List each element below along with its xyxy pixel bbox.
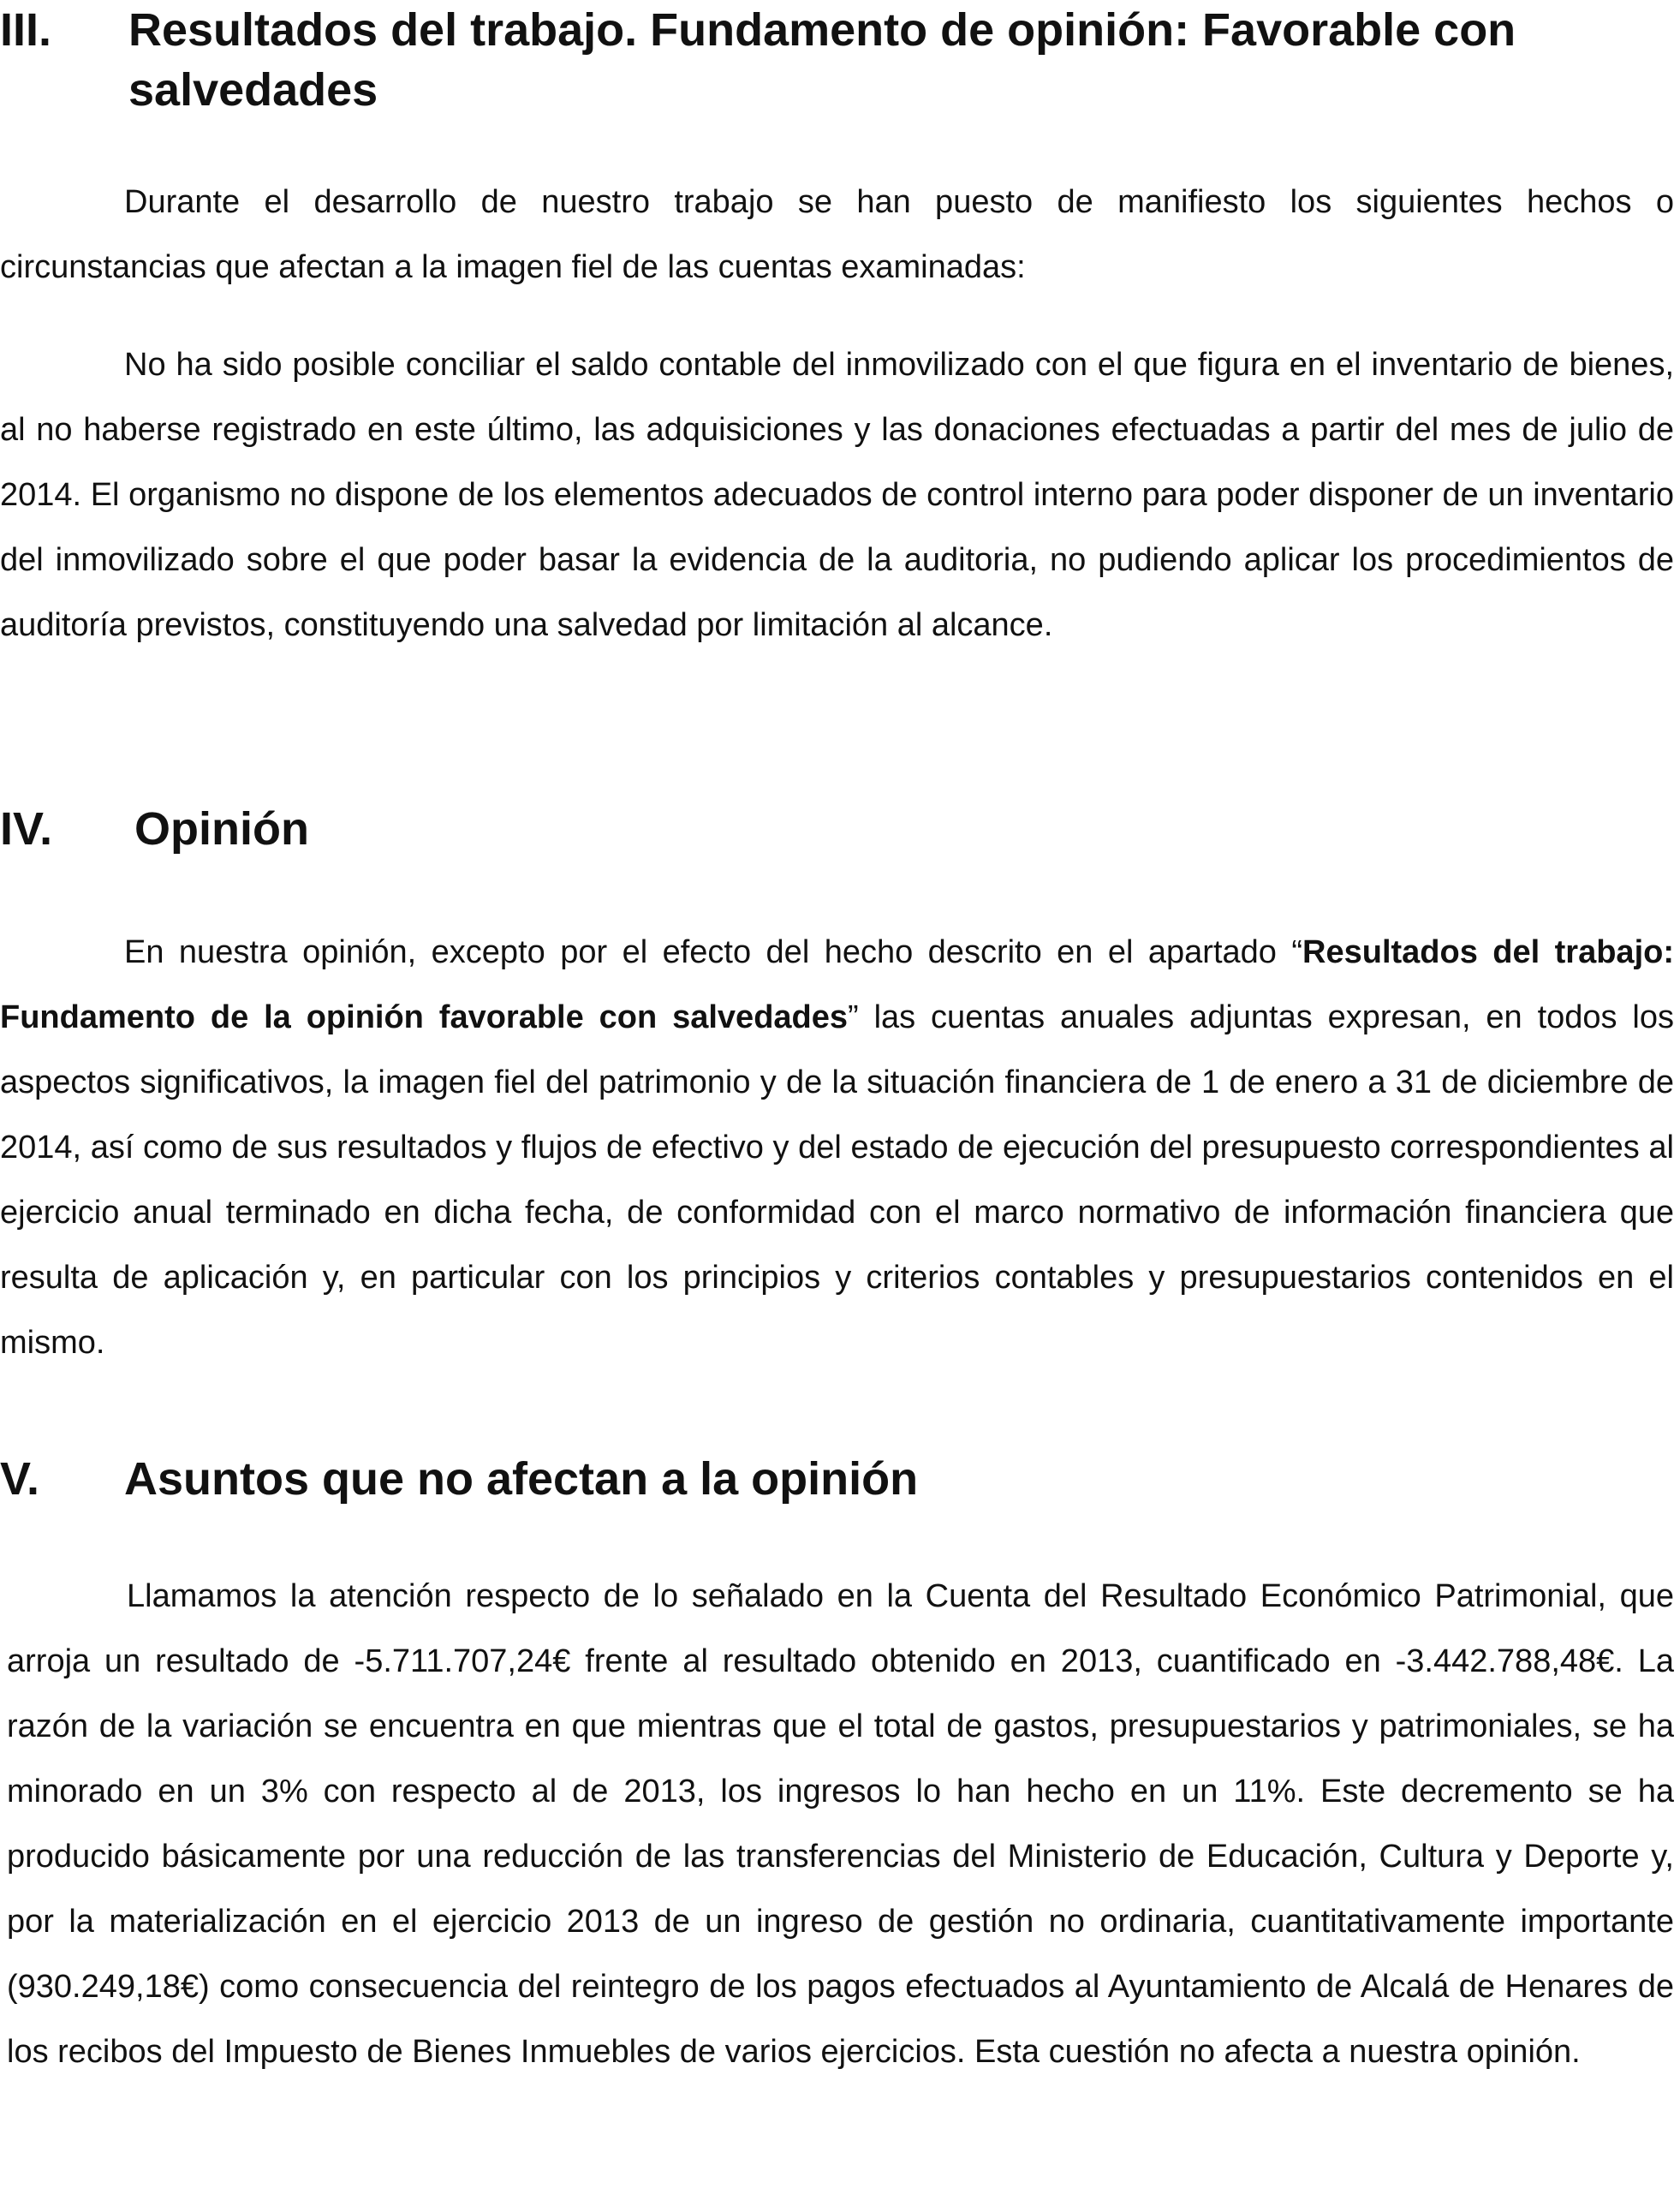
section-4-number: IV. xyxy=(0,803,53,855)
section-3-number: III. xyxy=(0,4,52,56)
section-4-paragraph xyxy=(0,920,1674,1375)
section-4-paragraph-bold-reference: Resultados del trabajo: Fundamento de la opinión favorable con salvedades xyxy=(0,934,1674,1035)
section-3-title: Resultados del trabajo. Fundamento de opinión: Favorable con salvedades xyxy=(128,4,1516,116)
section-3-paragraph-1: Durante el desarrollo de nuestro trabajo se han puesto de manifiesto los siguientes hechos o circunstancias que afectan a la imagen fiel de las cuentas examinadas: xyxy=(0,184,1674,285)
section-3-paragraph-2: No ha sido posible conciliar el saldo contable del inmovilizado con el que figura en el inventario de bienes, al no haberse registrado en este último, las adquisiciones y las donaciones efectuadas a partir del mes de julio de 2014. El organismo no dispone de los elementos adecuados de control interno para poder disponer de un inventario del inmovilizado sobre el que poder basar la evidencia de la auditoria, no pudiendo aplicar los procedimientos de auditoría previstos, constituyendo una salvedad por limitación al alcance. xyxy=(0,347,1674,643)
section-5-number: V. xyxy=(0,1453,40,1505)
section-5-paragraph: Llamamos la atención respecto de lo señalado en la Cuenta del Resultado Económico Patrimonial, que arroja un resultado de -5.711.707,24€ frente al resultado obtenido en 2013, cuantificado en -3.442.788,48€. La razón de la variación se encuentra en que mientras que el total de gastos, presupuestarios y patrimoniales, se ha minorado en un 3% con respecto al de 2013, los ingresos lo han hecho en un 11%. Este decremento se ha producido básicamente por una reducción de las transferencias del Ministerio de Educación, Cultura y Deporte y, por la materialización en el ejercicio 2013 de un ingreso de gestión no ordinaria, cuantitativamente importante (930.249,18€) como consecuencia del reintegro de los pagos efectuados al Ayuntamiento de Alcalá de Henares de los recibos del Impuesto de Bienes Inmuebles de varios ejercicios. Esta cuestión no afecta a nuestra opinión. xyxy=(7,1578,1674,2070)
section-5-title: Asuntos que no afectan a la opinión xyxy=(124,1453,919,1505)
section-4-paragraph-lead: En nuestra opinión, excepto por el efecto del hecho descrito en el apartado “ xyxy=(124,934,1303,970)
section-4-title: Opinión xyxy=(134,803,309,855)
section-4-paragraph-rest: ” las cuentas anuales adjuntas expresan, en todos los aspectos significativos, la imagen fiel del patrimonio y de la situación financiera de 1 de enero a 31 de diciembre de 2014, así como de sus resultados y flujos de efectivo y del estado de ejecución del presupuesto correspondientes al ejercicio anual terminado en dicha fecha, de conformidad con el marco normativo de información financiera que resulta de aplicación y, en particular con los principios y criterios contables y presupuestarios contenidos en el mismo. xyxy=(0,999,1675,1361)
